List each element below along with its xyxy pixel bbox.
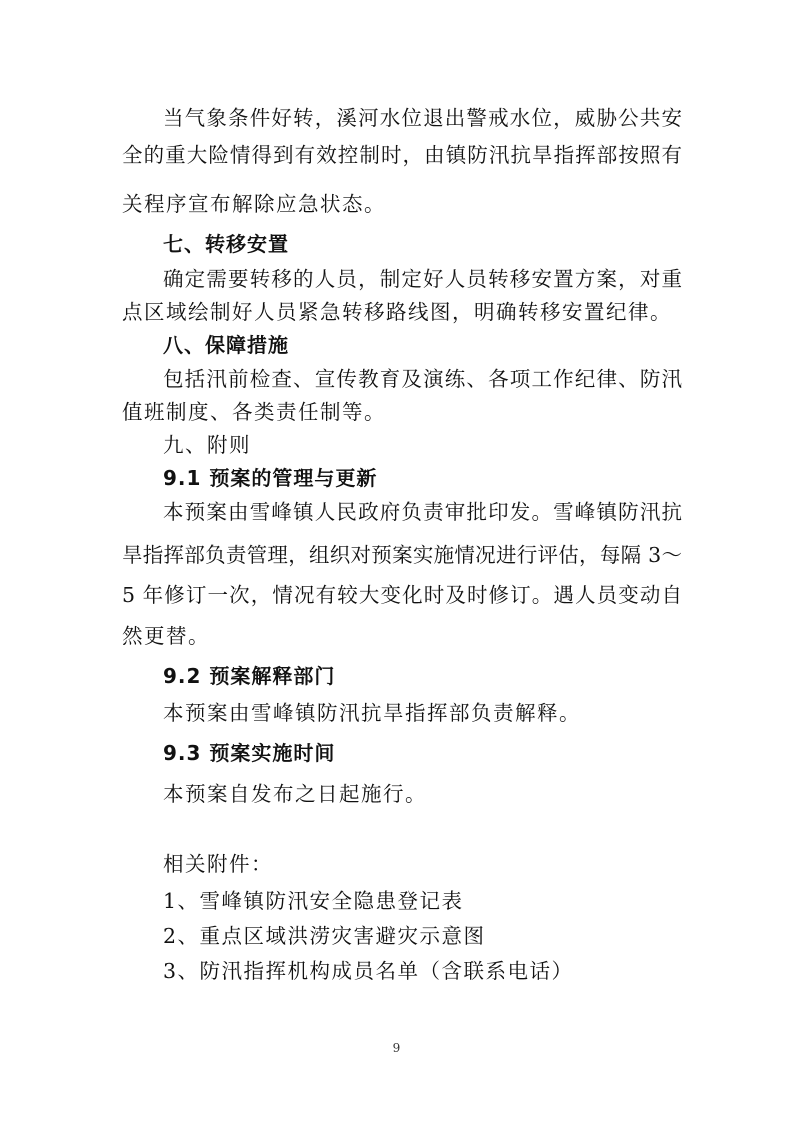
paragraph-line: 然更替。 [122, 624, 210, 648]
section-heading-7: 七、转移安置 [163, 232, 289, 256]
paragraph-line: 全的重大险情得到有效控制时，由镇防汛抗旱指挥部按照有 [122, 143, 682, 167]
attachment-item: 3、防汛指挥机构成员名单（含联系电话） [163, 959, 574, 983]
paragraph-line: 本预案自发布之日起施行。 [163, 782, 427, 806]
paragraph-line: 本预案由雪峰镇防汛抗旱指挥部负责解释。 [163, 701, 581, 725]
paragraph-line: 值班制度、各类责任制等。 [122, 400, 386, 424]
paragraph-line: 包括汛前检查、宣传教育及演练、各项工作纪律、防汛 [163, 367, 682, 391]
attachment-item: 1、雪峰镇防汛安全隐患登记表 [163, 889, 464, 913]
subsection-heading-9-3: 9.3 预案实施时间 [163, 741, 336, 765]
paragraph-line: 当气象条件好转，溪河水位退出警戒水位，威胁公共安 [163, 106, 682, 130]
paragraph-line: 本预案由雪峰镇人民政府负责审批印发。雪峰镇防汛抗 [163, 500, 682, 524]
subsection-heading-9-1: 9.1 预案的管理与更新 [163, 466, 378, 490]
page-number: 9 [392, 1041, 401, 1055]
paragraph-line: 点区域绘制好人员紧急转移路线图，明确转移安置纪律。 [122, 300, 672, 324]
section-heading-9: 九、附则 [163, 433, 251, 457]
paragraph-line: 关程序宣布解除应急状态。 [122, 192, 386, 216]
attachments-title: 相关附件： [163, 852, 273, 876]
section-heading-8: 八、保障措施 [163, 333, 289, 357]
paragraph-line: 确定需要转移的人员，制定好人员转移安置方案，对重 [163, 267, 682, 291]
paragraph-line: 5 年修订一次，情况有较大变化时及时修订。遇人员变动自 [122, 583, 682, 607]
paragraph-line: 旱指挥部负责管理，组织对预案实施情况进行评估，每隔 3～ [122, 543, 682, 567]
subsection-heading-9-2: 9.2 预案解释部门 [163, 664, 336, 688]
attachment-item: 2、重点区域洪涝灾害避灾示意图 [163, 924, 486, 948]
